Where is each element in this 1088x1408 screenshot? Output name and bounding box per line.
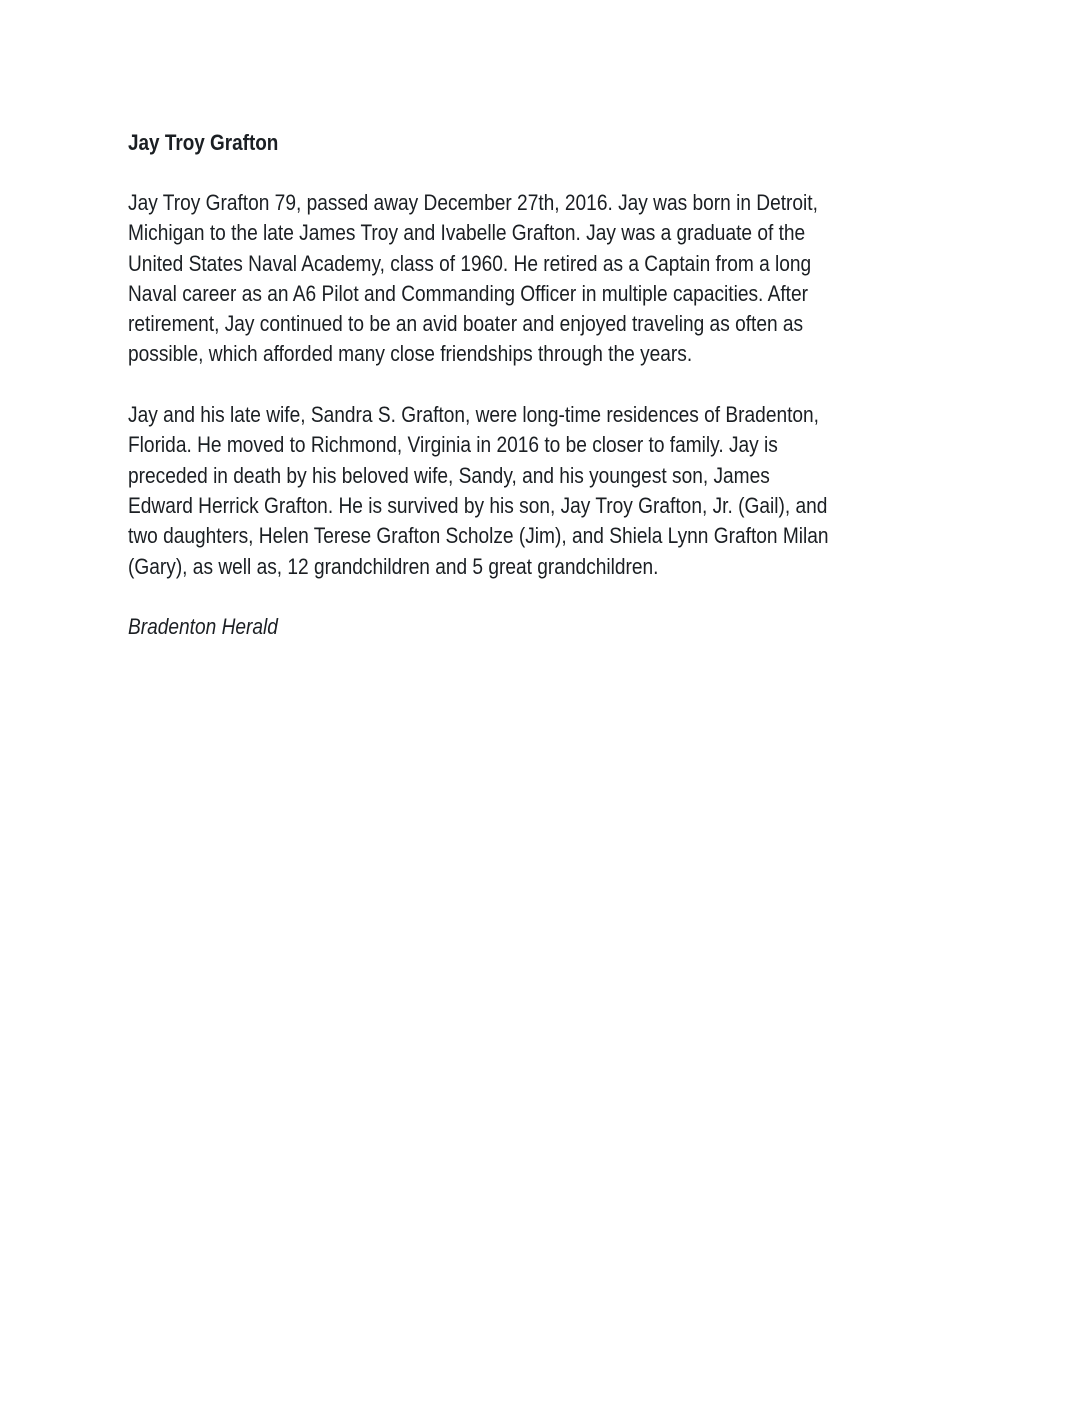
text-line: (Gary), as well as, 12 grandchildren and 5 great grandchildren.	[128, 553, 659, 579]
text-line: Naval career as an A6 Pilot and Commanding Officer in multiple capacities. After	[128, 280, 808, 306]
paragraph-biography	[128, 188, 1008, 370]
source-attribution: Bradenton Herald	[128, 614, 278, 640]
obituary-title: Jay Troy Grafton	[128, 130, 279, 155]
text-line: retirement, Jay continued to be an avid boater and enjoyed traveling as often as	[128, 311, 804, 337]
paragraph-family	[128, 400, 1008, 582]
text-line: Michigan to the late James Troy and Ivabelle Grafton. Jay was a graduate of the	[128, 220, 806, 246]
obituary-document	[128, 128, 1008, 642]
text-line: possible, which afforded many close friendships through the years.	[128, 341, 693, 367]
text-line: United States Naval Academy, class of 1960. He retired as a Captain from a long	[128, 250, 812, 276]
text-line: Edward Herrick Grafton. He is survived by his son, Jay Troy Grafton, Jr. (Gail), and	[128, 492, 828, 518]
text-line: preceded in death by his beloved wife, Sandy, and his youngest son, James	[128, 462, 770, 488]
text-line: Jay Troy Grafton 79, passed away December 27th, 2016. Jay was born in Detroit,	[128, 190, 818, 215]
text-line: two daughters, Helen Terese Grafton Scholze (Jim), and Shiela Lynn Grafton Milan	[128, 523, 829, 549]
text-line: Jay and his late wife, Sandra S. Grafton, were long-time residences of Bradenton,	[128, 402, 819, 428]
text-line: Florida. He moved to Richmond, Virginia in 2016 to be closer to family. Jay is	[128, 432, 778, 458]
